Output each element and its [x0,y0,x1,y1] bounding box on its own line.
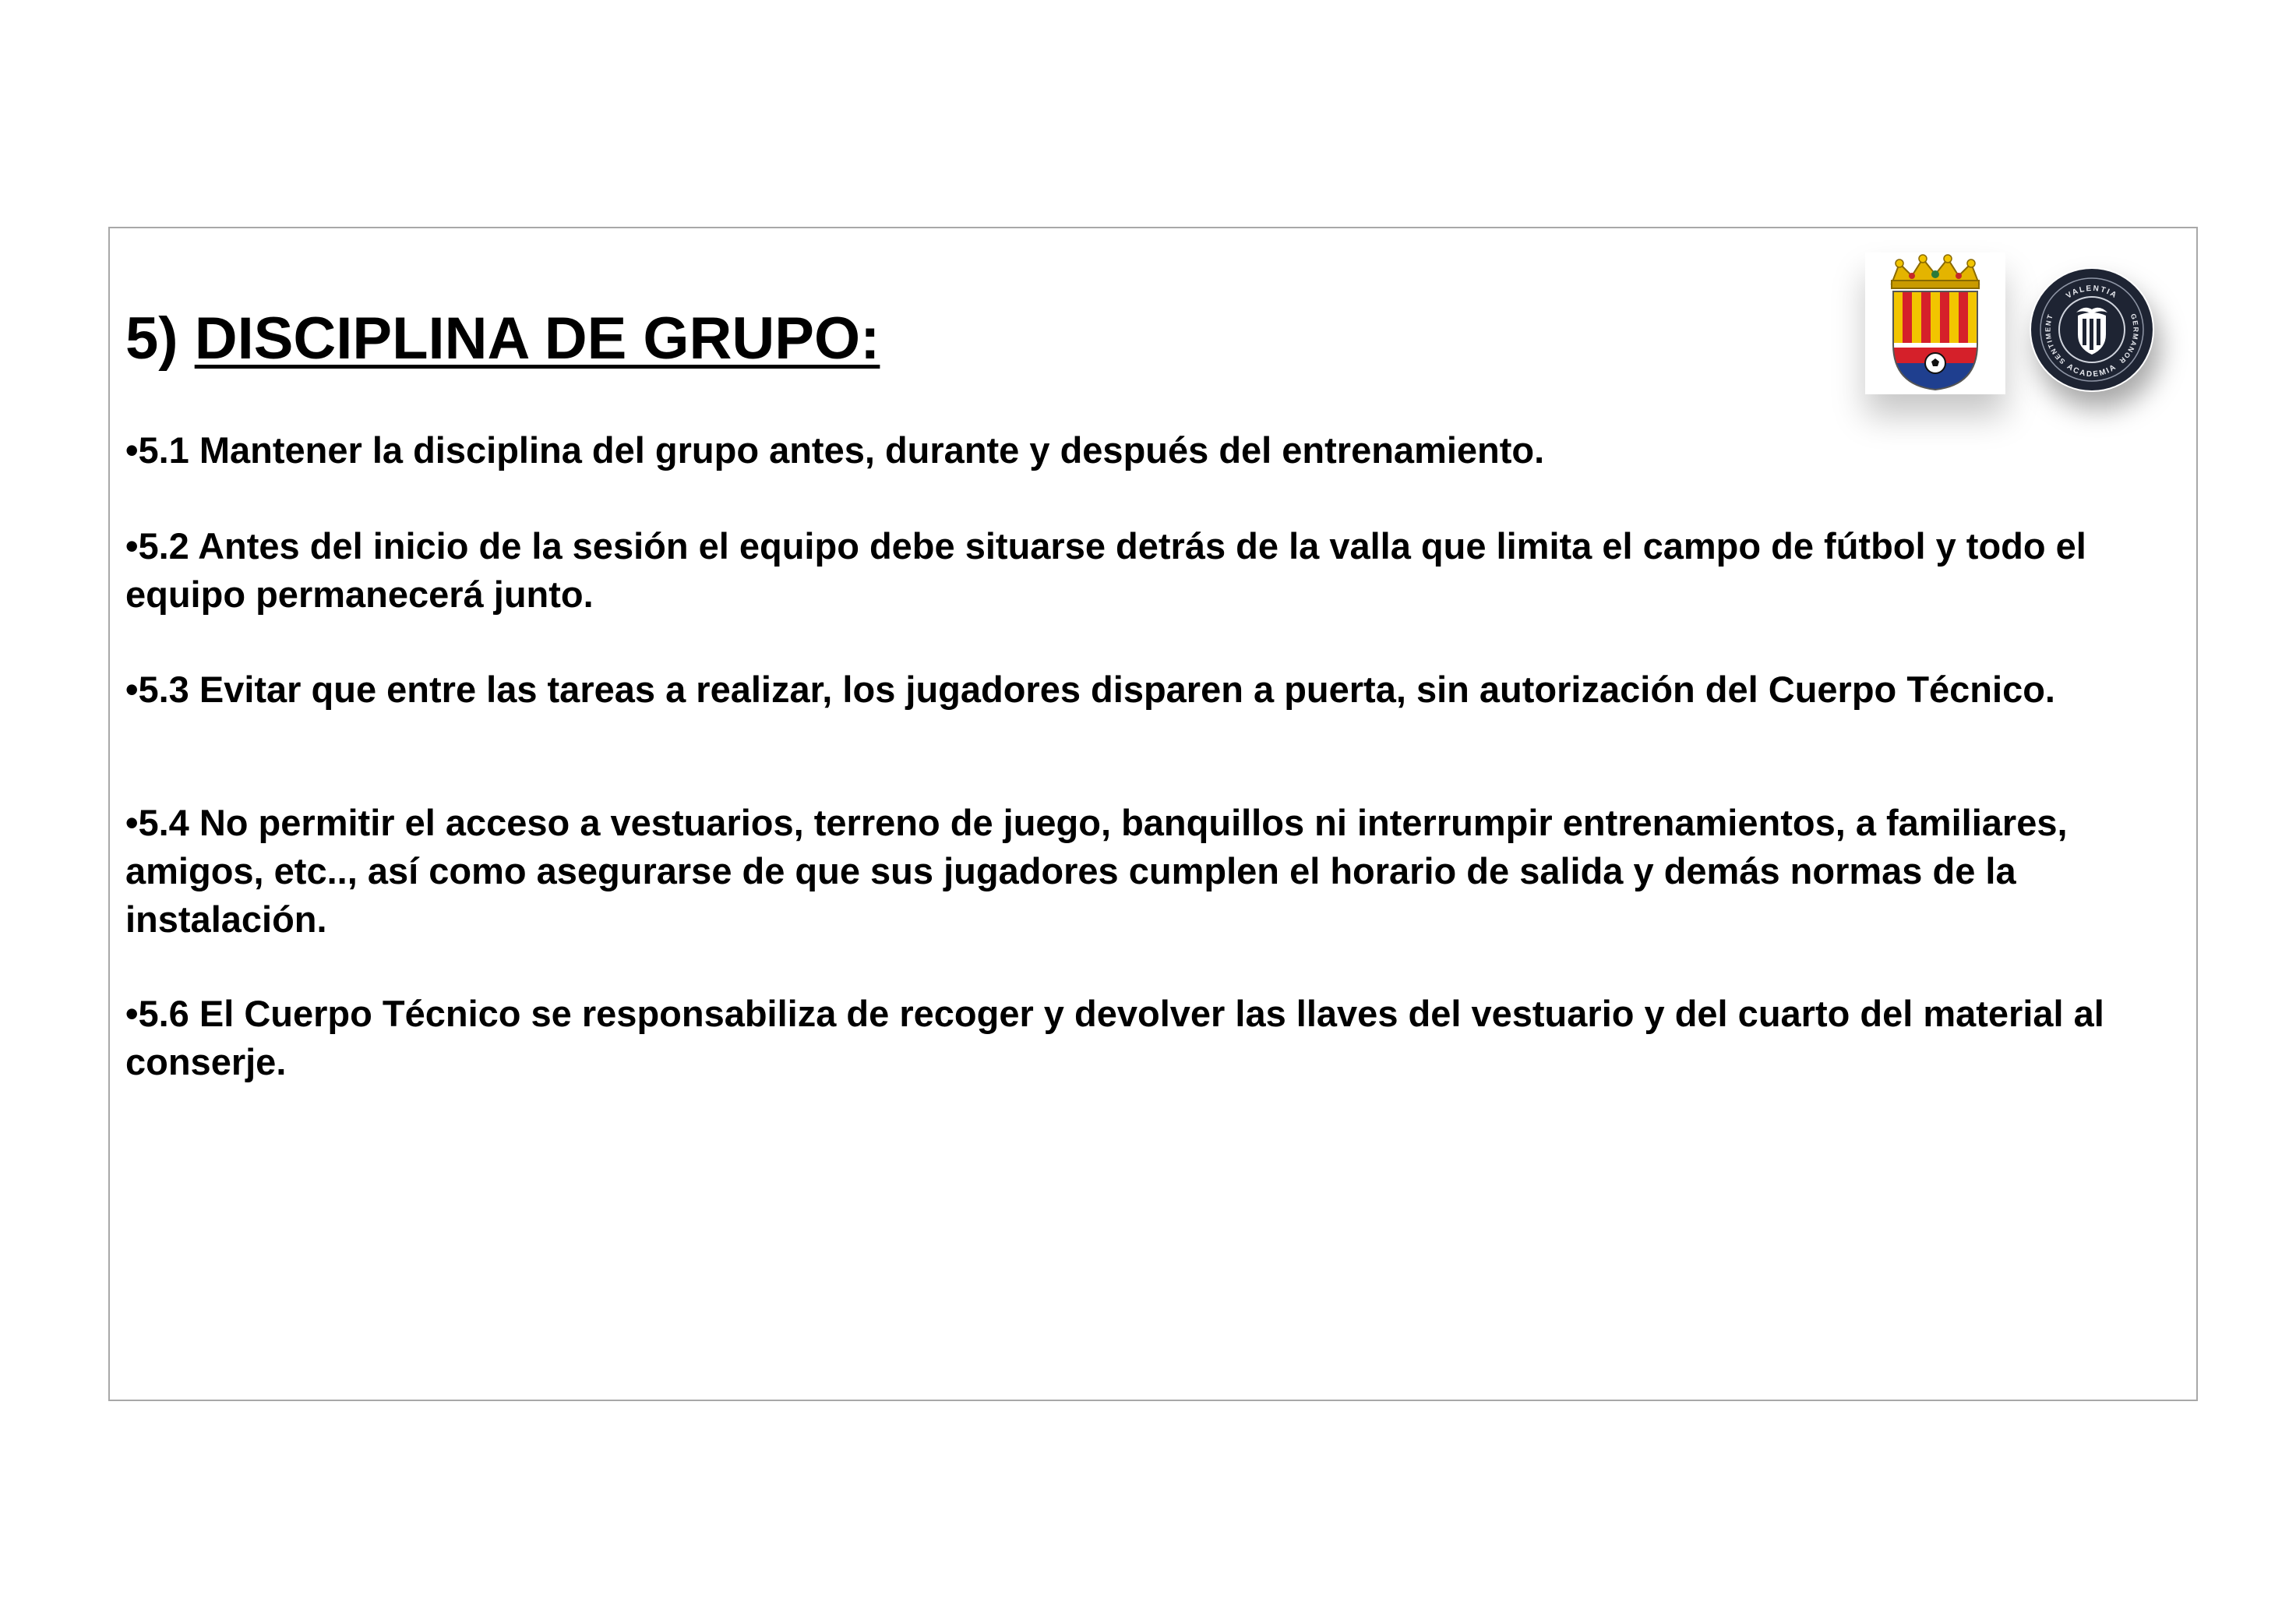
rule-item-5-1: •5.1 Mantener la disciplina del grupo antes, durante y después del entrenamiento. [125,429,1545,471]
badge-right-text: GERMANOR [2117,312,2140,366]
title-text: DISCIPLINA DE GRUPO: [194,305,880,372]
slide-frame [108,227,2198,1401]
title-number: 5) [125,305,178,372]
crest-shield-icon [1865,252,2005,394]
page-title [125,305,880,372]
club-crest-logo [1865,252,2005,394]
badge-top-text: VALENTIA [2065,284,2119,301]
academy-badge-icon [2030,267,2154,392]
football-icon [1925,353,1945,373]
rule-item-5-6: •5.6 El Cuerpo Técnico se responsabiliza de recoger y devolver las llaves del vestuario y del cuarto del material al conserje. [125,993,2104,1082]
badge-bottom-text: ACADEMIA [2065,362,2119,380]
badge-left-text: SENTIMENT [2044,312,2067,366]
crown-icon [1892,255,1979,288]
rule-item-5-4: •5.4 No permitir el acceso a vestuarios, terreno de juego, banquillos ni interrumpir entrenamientos, a familiares, amigos, etc.., así como asegurarse de que sus jugadores cumplen el horario de salida y demás normas de la instalación. [125,802,2068,940]
academy-badge-logo [2030,267,2154,392]
rule-item-5-2: •5.2 Antes del inicio de la sesión el equipo debe situarse detrás de la valla que limita el campo de fútbol y todo el equipo permanecerá junto. [125,525,2086,615]
rule-item-5-3: •5.3 Evitar que entre las tareas a realizar, los jugadores disparen a puerta, sin autorización del Cuerpo Técnico. [125,669,2055,710]
